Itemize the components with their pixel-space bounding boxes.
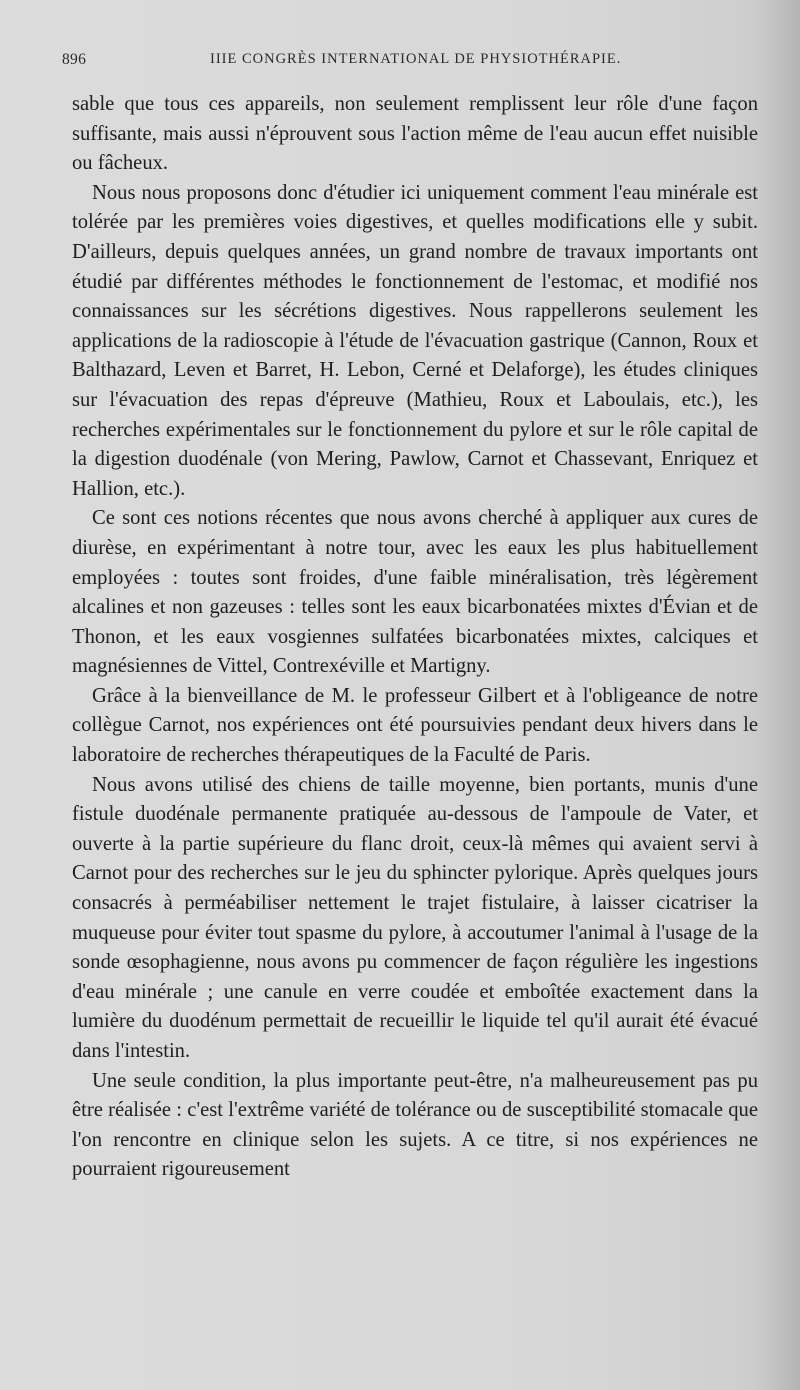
paragraph-continuation: sable que tous ces appareils, non seulement remplissent leur rôle d'une façon suffisante, mais aussi n'éprouvent sous l'action même de l'eau aucun effet nuisible ou fâcheux. — [72, 93, 758, 175]
paragraph-limitation: Une seule condition, la plus importante peut-être, n'a malheureusement pas pu être réalisée : c'est l'extrême variété de tolérance ou de susceptibilité stomacale que l'on rencontre en clinique selon les sujets. A ce titre, si nos expériences ne pourraient rigoureusement — [72, 1069, 758, 1181]
paragraph-diuresis-cures: Ce sont ces notions récentes que nous avons cherché à appliquer aux cures de diurèse, en expérimentant à notre tour, avec les eaux les plus habituellement employées : toutes sont froides, d'une faible minéralisation, très légèrement alcalines et non gazeuses : telles sont les eaux bicarbonatées mixtes d'Évian et de Thonon, et les eaux vosgiennes sulfatées bicarbonatées mixtes, calciques et magnésiennes de Vittel, Contrexéville et Martigny. — [72, 507, 758, 678]
paragraph-digestive-studies: Nous nous proposons donc d'étudier ici uniquement comment l'eau minérale est tolérée par les premières voies digestives, et quelles modifications elle y subit. D'ailleurs, depuis quelques années, un grand nombre de travaux importants ont étudié par différentes méthodes le fonctionnement de l'estomac, et modifié nos connaissances sur les sécrétions digestives. Nous rappellerons seulement les applications de la radioscopie à l'étude de l'évacuation gastrique (Cannon, Roux et Balthazard, Leven et Barret, H. Lebon, Cerné et Delaforge), les études cliniques sur l'évacuation des repas d'épreuve (Mathieu, Roux et Laboulais, etc.), les recherches expérimentales sur le fonctionnement du pylore et sur le rôle capital de la digestion duodénale (von Mering, Pawlow, Carnot et Chassevant, Enriquez et Hallion, etc.). — [72, 181, 758, 500]
page-header — [62, 51, 762, 75]
body-text — [72, 90, 758, 1185]
paragraph-methods: Nous avons utilisé des chiens de taille moyenne, bien portants, munis d'une fistule duodénale permanente pratiquée au-dessous de l'ampoule de Vater, et ouverte à la partie supérieure du flanc droit, ceux-là mêmes qui avaient servi à Carnot pour des recherches sur le jeu du sphincter pylorique. Après quelques jours consacrés à perméabiliser nettement le trajet fistulaire, à laisser cicatriser la muqueuse pour éviter tout spasme du pylore, à accoutumer l'animal à l'usage de la sonde œsophagienne, nous avons pu commencer de façon régulière les ingestions d'eau minérale ; une canule en verre coudée et emboîtée exactement dans la lumière du duodénum permettait de recueillir le liquide tel qu'il aurait été évacué dans l'intestin. — [72, 773, 758, 1062]
page-number: 896 — [62, 51, 87, 68]
running-title: IIIE CONGRÈS INTERNATIONAL DE PHYSIOTHÉRAPIE. — [210, 51, 622, 67]
paragraph-acknowledgement: Grâce à la bienveillance de M. le professeur Gilbert et à l'obligeance de notre collègue Carnot, nos expériences ont été poursuivies pendant deux hivers dans le laboratoire de recherches thérapeutiques de la Faculté de Paris. — [72, 684, 758, 767]
